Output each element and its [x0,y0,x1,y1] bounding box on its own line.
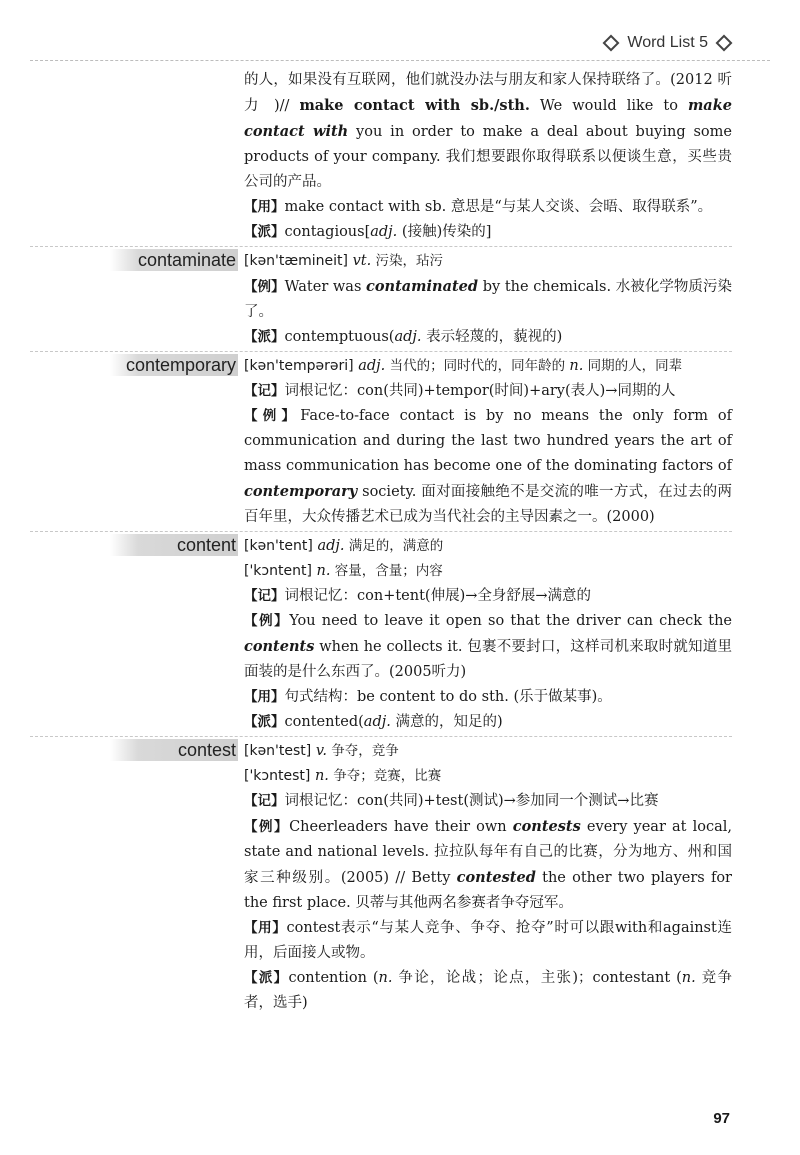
usage-line: 【用】contest表示“与某人竞争、争夺、抢夺”时可以跟with和against连用，后面接人或物。 [244,920,732,961]
usage-line: 【用】make contact with sb. 意思是“与某人交谈、会晤、取得联系”。 [244,199,713,215]
example-line: 【例】Water was contaminated by the chemicals. 水被化学物质污染了。 [244,278,733,320]
example-paragraph: 【例】You need to leave it open so that the driver can check the contents when he collects it. 包裹不要封口，这样司机来取时就知道里面装的是什么东西了。(2005听力) [244,613,732,680]
header-divider [30,60,770,61]
definition-line: [kən'tæmineit] vt. 污染，玷污 [244,253,444,269]
entry-contaminate [137,246,733,350]
headword: contaminate [110,249,238,271]
entry-divider [30,531,732,532]
continued-entry [244,68,732,245]
entry-contemporary [125,351,733,530]
derivative-line: 【派】contented(adj. 满意的，知足的) [244,714,503,730]
memory-line: 【记】词根记忆：con+tent(伸展)→全身舒展→满意的 [244,588,592,604]
derivative-line: 【派】contemptuous(adj. 表示轻蔑的，藐视的) [244,329,563,345]
diamond-icon [603,35,620,52]
derivative-line: 【派】contention (n. 争论，论战；论点，主张)；contestant (n. 竞争者，选手) [244,970,732,1011]
page-content [125,68,733,1016]
entry-divider [30,736,732,737]
memory-line: 【记】词根记忆：con(共同)+tempor(时间)+ary(表人)→同期的人 [244,383,676,399]
definition-line: [kən'tempərəri] adj. 当代的；同时代的，同年龄的 n. 同期的人，同辈 [244,358,683,374]
definition-line: ['kɔntent] n. 容量，含量；内容 [244,563,443,579]
usage-line: 【用】句式结构：be content to do sth. (乐于做某事)。 [244,689,612,705]
example-paragraph: 【例】Face-to-face contact is by no means the only form of communication and during the last two hundred years the art of mass communication has become one of the dominating factors of contemporary society. 面对面接触绝不是交流的唯一方式，在过去的两百年里，大众传播艺术已成为当代社会的主导因素之一。(2000) [244,408,733,525]
headword: contemporary [110,354,238,376]
example-paragraph: 【例】Cheerleaders have their own contests every year at local, state and national levels. 拉拉队每年有自己的比赛，分为地方、州和国家三种级别。(2005) // Betty contested the other two players for the first place. 贝蒂与其他两名参赛者争夺冠军。 [244,818,733,911]
entry-content [176,531,732,735]
word-list-title: Word List 5 [627,34,708,51]
headword: contest [110,739,238,761]
entry-divider [30,246,732,247]
headword: content [110,534,238,556]
definition-line: ['kɔntest] n. 争夺；竞赛，比赛 [244,768,442,784]
page-header [601,34,734,52]
definition-line: [kən'test] v. 争夺，竞争 [244,743,399,759]
entry-divider [30,351,732,352]
memory-line: 【记】词根记忆：con(共同)+test(测试)→参加同一个测试→比赛 [244,793,659,809]
definition-line: [kən'tent] adj. 满足的，满意的 [244,538,444,554]
page-number: 97 [713,1110,730,1127]
derivative-line: 【派】contagious[adj. (接触)传染的] [244,224,492,240]
example-paragraph: 的人，如果没有互联网，他们就没办法与朋友和家人保持联络了。(2012 听力 )// make contact with sb./sth. We would like to make contact with you in order to make a deal about buying some products of your company. 我们想要跟你取得联系以便谈生意，买些贵公司的产品。 [244,72,732,190]
diamond-icon [716,35,733,52]
entry-contest [177,736,733,1016]
